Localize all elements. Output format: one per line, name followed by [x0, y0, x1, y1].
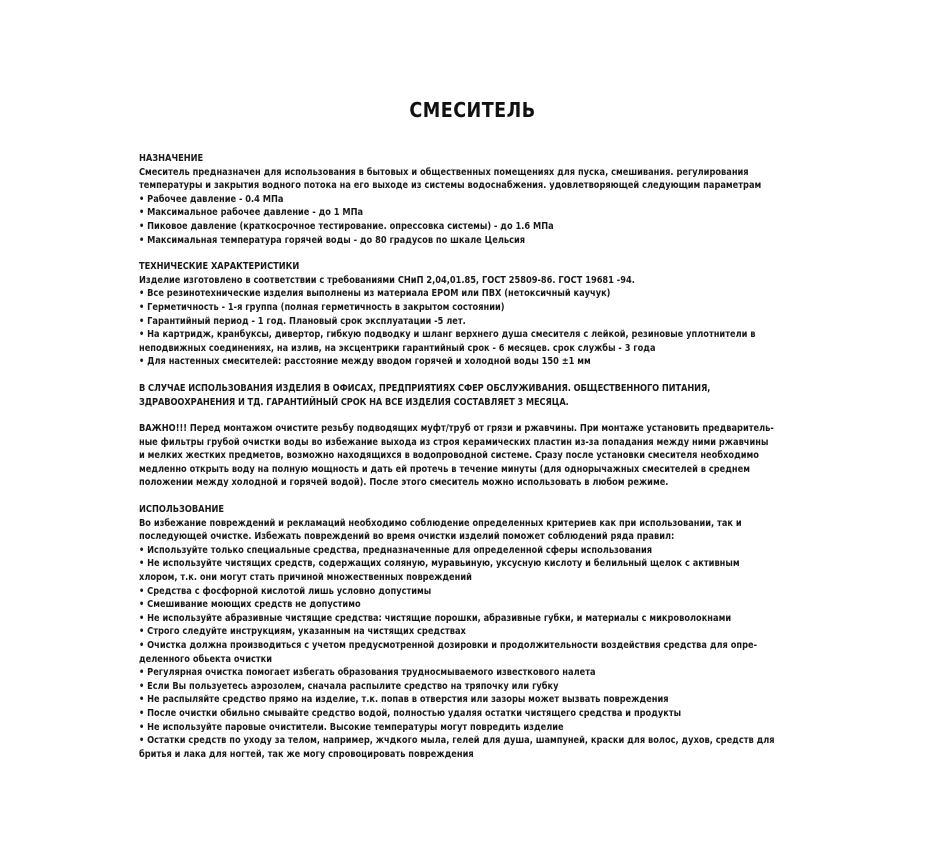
paragraph-line: температуры и закрытия водного потока на его выходе из системы водоснабжения. удовлетворяющей следующим параметрам: [139, 180, 762, 192]
list-item: • Если Вы пользуетесь аэрозолем, сначала распылите средство на тряпочку или губку: [139, 680, 559, 692]
paragraph-line: Смеситель предназначен для использования в бытовых и общественных помещениях для пуска, смешивания. регулирования: [139, 166, 749, 178]
list-item: • Гарантийный период - 1 год. Плановый срок эксплуатации -5 лет.: [139, 315, 466, 327]
section-heading: НАЗНАЧЕНИЕ: [139, 153, 204, 164]
paragraph-line: ные фильтры грубой очистки воды во избежание выхода из строя керамических пластин из-за попадания между ними ржавчины: [139, 436, 769, 448]
section-usage: [139, 503, 839, 761]
list-item: • Очистка должна производиться с учетом предусмотренной дозировки и продолжительности воздействия средства для опре-: [139, 640, 758, 651]
list-item: • Не используйте абразивные чистящие средства: чистящие порошки, абразивные губки, и материалы с микроволокнами: [139, 612, 732, 624]
list-item: • Средства с фосфорной кислотой лишь условно допустимы: [139, 585, 432, 597]
paragraph-line: ВАЖНО!!! Перед монтажом очистите резьбу подводящих муфт/труб от грязи и ржавчины. При монтаже установить предваритель-: [139, 423, 774, 435]
spacer: [139, 369, 839, 382]
paragraph-line: и мелких жестких предметов, возможно находящихся в водопроводной системе. Сразу после установки смесителя необходимо: [139, 450, 759, 462]
spacer: [139, 247, 839, 260]
list-item: • Не распыляйте средство прямо на изделие, т.к. попав в отверстия или зазоры может вызвать повреждения: [139, 694, 669, 706]
paragraph-line: Во избежание повреждений и рекламаций необходимо соблюдение определенных критериев как при использовании, так и: [139, 517, 742, 529]
paragraph-line: положении между холодной и горячей водой). После этого смеситель можно использовать в любом режиме.: [139, 477, 669, 489]
list-item: • Регулярная очистка помогает избегать образования трудносмываемого известкового налета: [139, 667, 596, 679]
notice-line: В СЛУЧАЕ ИСПОЛЬЗОВАНИЯ ИЗДЕЛИЯ В ОФИСАХ, ПРЕДПРИЯТИЯХ СФЕР ОБСЛУЖИВАНИЯ. ОБЩЕСТВЕННОГО ПИТАНИЯ,: [139, 382, 711, 394]
paragraph-line: последующей очистке. Избежать повреждений во время очистки изделий поможет соблюдений ряда правил:: [139, 531, 675, 543]
list-item: • После очистки обильно смывайте средство водой, полностью удаляя остатки чистящего средства и продукты: [139, 707, 682, 719]
paragraph-line: Изделие изготовлено в соответствии с требованиями СНиП 2,04,01.85, ГОСТ 25809-86. ГОСТ 19681 -94.: [139, 274, 635, 286]
section-warranty-notice: [139, 382, 839, 409]
spacer: [139, 490, 839, 503]
list-item-continuation: деленного обьекта очистки: [139, 653, 273, 665]
document-title: СМЕСИТЕЛЬ: [409, 98, 536, 122]
list-item: • Остатки средств по уходу за телом, например, жчдкого мыла, гелей для душа, шампуней, краски для волос, духов, средств для: [139, 735, 775, 747]
list-item: • Не используйте чистящих средств, содержащих соляную, муравьиную, уксусную кислоту и белильный щелок с активным: [139, 558, 740, 570]
section-important: [139, 422, 839, 490]
list-item: • Смешивание моющих средств не допустимо: [139, 599, 361, 611]
notice-line: ЗДРАВООХРАНЕНИЯ И ТД. ГАРАНТИЙНЫЙ СРОК НА ВСЕ ИЗДЕЛИЯ СОСТАВЛЯЕТ 3 МЕСЯЦА.: [139, 396, 569, 408]
list-item: • Не используйте паровые очистители. Высокие температуры могут повредить изделие: [139, 721, 564, 733]
spacer: [139, 409, 839, 422]
section-specs: [139, 260, 839, 369]
section-heading: ТЕХНИЧЕСКИЕ ХАРАКТЕРИСТИКИ: [139, 261, 300, 273]
list-item: • Используйте только специальные средства, предназначенные для определенной сферы использования: [139, 544, 653, 556]
list-item: • Максимальная температура горячей воды - до 80 градусов по шкале Цельсия: [139, 234, 526, 246]
list-item: • Для настенных смесителей: расстояние между вводом горячей и холодной воды 150 ±1 мм: [139, 356, 591, 368]
list-item-continuation: неподвижных соединениях, на излив, на эксцентрики гарантийный срок - 6 месяцев. срок службы - 3 года: [139, 342, 656, 354]
document-body: [139, 152, 839, 761]
list-item: • Строго следуйте инструкциям, указанным на чистящих средствах: [139, 626, 466, 638]
section-purpose: [139, 152, 839, 247]
list-item: • Герметичность - 1-я группа (полная герметичность в закрытом состоянии): [139, 301, 505, 313]
list-item: • На картридж, кранбуксы, дивертор, гибкую подводку и шланг верхнего душа смесителя с лейкой, резиновые уплотнители в: [139, 329, 756, 341]
list-item-continuation: бритья и лака для ногтей, так же могу спровоцировать повреждения: [139, 748, 474, 760]
list-item: • Пиковое давление (краткосрочное тестирование. опрессовка системы) - до 1.6 МПа: [139, 220, 554, 232]
list-item: • Все резинотехнические изделия выполнены из материала EPOM или ПВХ (нетоксичный каучук): [139, 288, 611, 300]
paragraph-line: медленно открыть воду на полную мощность и дать ей протечь в течение минуты (для однорычажных смесителей в среднем: [139, 463, 750, 475]
list-item: • Максимальное рабочее давление - до 1 МПа: [139, 207, 364, 219]
list-item-continuation: хлором, т.к. они могут стать причиной множественных повреждений: [139, 572, 472, 584]
list-item: • Рабочее давление - 0.4 МПа: [139, 193, 284, 205]
section-heading: ИСПОЛЬЗОВАНИЕ: [139, 504, 225, 516]
